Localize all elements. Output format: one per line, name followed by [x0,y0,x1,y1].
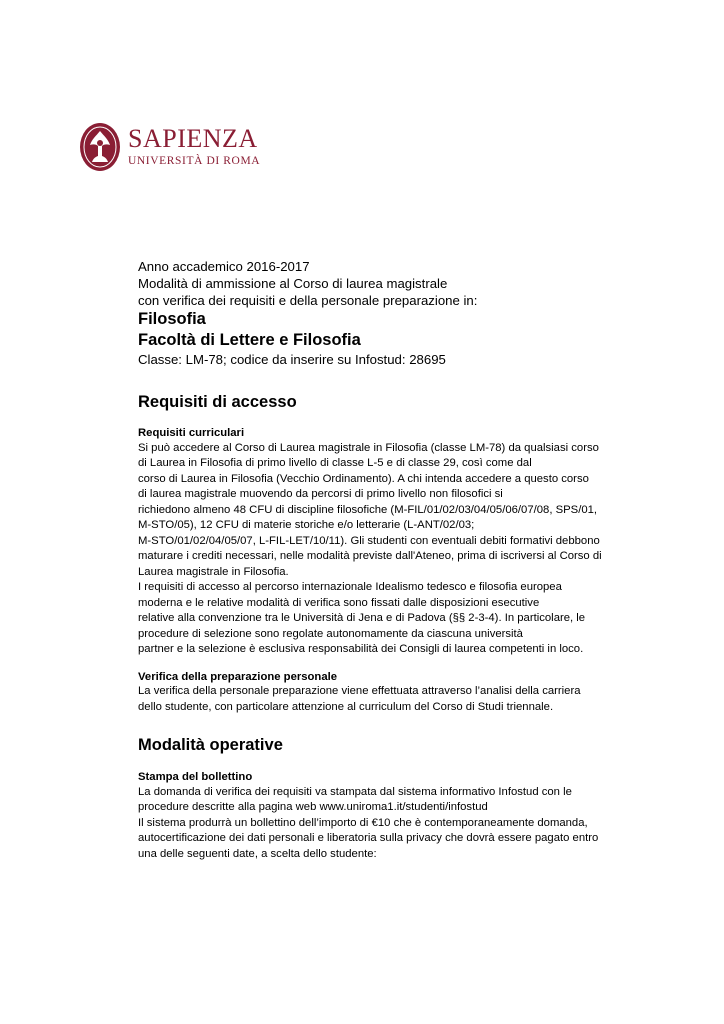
text-line: corso di Laurea in Filosofia (Vecchio Ordinamento). A chi intenda accedere a questo corso [138,472,589,485]
text-line: procedure di selezione sono regolate autonomamente da ciascuna università [138,627,523,640]
text-line: procedure descritte alla pagina web www.uniroma1.it/studenti/infostud [138,801,488,813]
sapienza-seal-icon [79,122,121,172]
class-code: Classe: LM-78; codice da inserire su Infostud: 28695 [138,352,446,367]
text-line: M-STO/05), 12 CFU di materie storiche e/o letterarie (L-ANT/02/03; [138,519,475,531]
academic-year: Anno accademico 2016-2017 [138,259,310,274]
text-line: Laurea magistrale in Filosofia. [138,565,289,578]
text-line: M-STO/01/02/04/05/07, L-FIL-LET/10/11). Gli studenti con eventuali debiti formativi debbono [138,534,600,547]
logo-subtitle: UNIVERSITÀ DI ROMA [128,155,261,167]
personal-preparation-title: Verifica della preparazione personale [138,670,338,683]
text-line: La verifica della personale preparazione viene effettuata attraverso l’analisi della carriera [138,685,581,697]
admission-line: Modalità di ammissione al Corso di laurea magistrale [138,276,448,291]
curricular-requirements-title: Requisiti curriculari [138,427,245,439]
text-line: Si può accedere al Corso di Laurea magistrale in Filosofia (classe LM-78) da qualsiasi corso [138,441,599,454]
text-line: La domanda di verifica dei requisiti va stampata dal sistema informativo Infostud con le [138,785,572,798]
faculty-title: Facoltà di Lettere e Filosofia [138,331,361,349]
logo-name: SAPIENZA [128,124,258,153]
document-body [138,258,638,862]
text-line: di laurea magistrale muovendo da percorsi di primo livello non filosofici si [138,488,503,500]
text-line: richiedono almeno 48 CFU di discipline filosofiche (M-FIL/01/02/03/04/05/06/07/08, SPS/01, [138,503,598,516]
text-line: dello studente, con particolare attenzione al curriculum del Corso di Studi triennale. [138,700,554,713]
bulletin-print-title: Stampa del bollettino [138,771,253,783]
curricular-requirements-text [138,441,638,658]
personal-preparation-text [138,684,638,715]
bulletin-print-text [138,785,638,863]
text-line: partner e la selezione è esclusiva responsabilità dei Consigli di laurea competenti in loco. [138,643,584,655]
text-line: una delle seguenti date, a scelta dello studente: [138,847,377,860]
course-title: Filosofia [138,310,206,328]
text-line: relative alla convenzione tra le Università di Jena e di Padova (§§ 2-3-4). In particolare, le [138,612,586,624]
text-line: autocertificazione dei dati personali e liberatoria sulla privacy che dovrà essere pagato entro [138,832,599,844]
text-line: di Laurea in Filosofia di primo livello di classe L-5 e di classe 29, così come dal [138,457,532,469]
text-line: moderna e le relative modalità di verifica sono fissati dalle disposizioni esecutive [138,596,540,609]
university-logo [79,122,260,172]
section-title-access: Requisiti di accesso [138,393,297,411]
verification-line: con verifica dei requisiti e della personale preparazione in: [138,293,478,308]
text-line: I requisiti di accesso al percorso internazionale Idealismo tedesco e filosofia europea [138,581,562,593]
text-line: maturare i crediti necessari, nelle modalità previste dall'Ateneo, prima di iscriversi al Corso di [138,550,602,562]
section-title-operative: Modalità operative [138,736,283,754]
text-line: Il sistema produrrà un bollettino dell’importo di €10 che è contemporaneamente domanda, [138,816,588,829]
